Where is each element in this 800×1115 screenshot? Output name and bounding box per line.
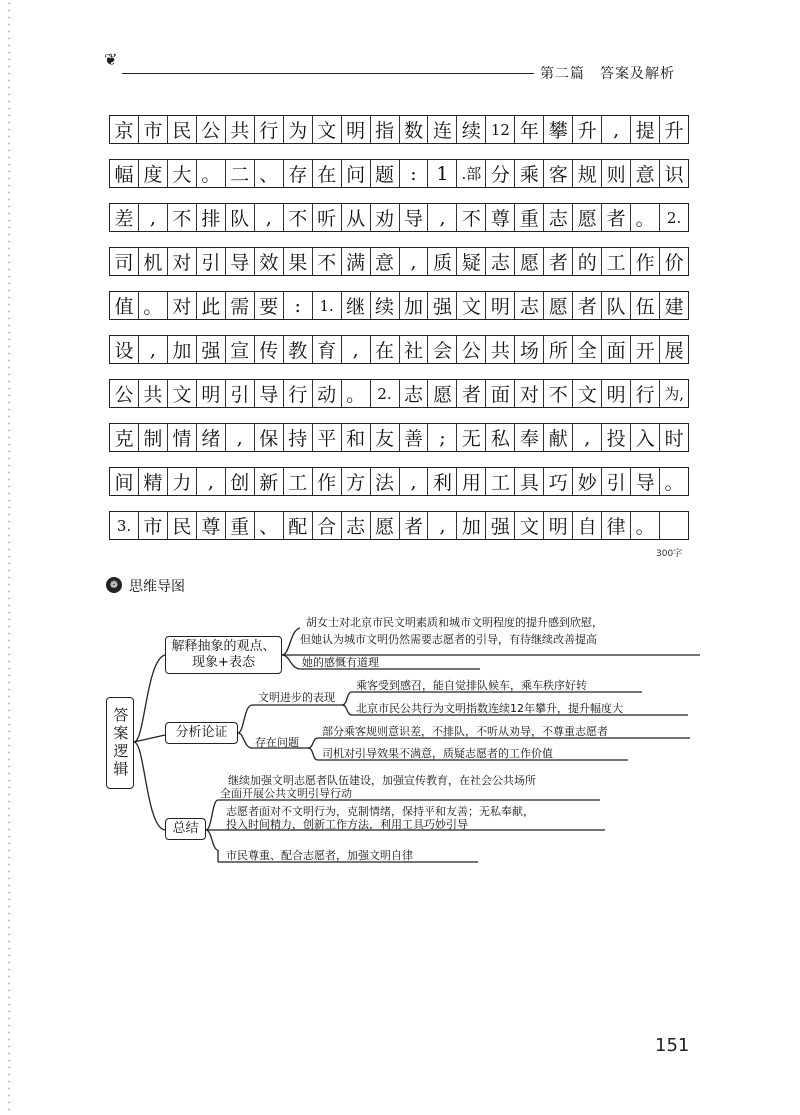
grid-cell: 创 xyxy=(225,468,254,495)
grid-cell: 差 xyxy=(114,208,134,230)
grid-cell: 尊 xyxy=(485,204,514,231)
grid-cell: 、 xyxy=(254,512,283,539)
grid-cell: 12 xyxy=(485,116,514,143)
grid-cell: 社 xyxy=(399,336,428,363)
grid-cell: 文 xyxy=(167,380,196,407)
analysis-sub-problems: 存在问题 xyxy=(255,736,299,749)
grid-cell: 动 xyxy=(312,380,341,407)
grid-cell: 引 xyxy=(601,468,630,495)
grid-cell: 2. xyxy=(370,380,399,407)
grid-cell: 果 xyxy=(283,248,312,275)
grid-cell: 间 xyxy=(114,472,134,494)
grid-cell: 。 xyxy=(630,512,659,539)
grid-cell: 要 xyxy=(254,292,283,319)
grid-cell: 设 xyxy=(114,340,134,362)
grid-cell: 志 xyxy=(543,204,572,231)
grid-cell: 公 xyxy=(114,384,134,406)
grid-cell: 愿 xyxy=(514,248,543,275)
grid-cell: 文 xyxy=(514,512,543,539)
grid-cell: 对 xyxy=(167,248,196,275)
grid-cell: 则 xyxy=(601,160,630,187)
grid-cell: 民 xyxy=(167,512,196,539)
grid-cell: 和 xyxy=(341,424,370,451)
grid-cell: 行 xyxy=(254,116,283,143)
explain-item-3: 她的感慨有道理 xyxy=(302,656,379,669)
grid-cell: 问 xyxy=(341,160,370,187)
progress-item-1: 乘客受到感召，能自觉排队候车，乘车秩序好转 xyxy=(356,679,587,692)
grid-cell: ; xyxy=(427,424,456,451)
grid-cell: 作 xyxy=(312,468,341,495)
grid-cell: 工 xyxy=(601,248,630,275)
grid-cell: 伍 xyxy=(630,292,659,319)
grid-cell: 司 xyxy=(114,252,134,274)
grid-cell: 二 xyxy=(225,160,254,187)
mindmap-title: 思维导图 xyxy=(129,579,185,595)
grid-cell: 市 xyxy=(138,512,167,539)
grid-cell: 。 xyxy=(196,160,225,187)
grid-cell: 利 xyxy=(427,468,456,495)
grid-cell: 不 xyxy=(312,248,341,275)
grid-cell: 度 xyxy=(138,160,167,187)
grid-cell: 1 xyxy=(427,160,456,187)
grid-cell: 平 xyxy=(312,424,341,451)
grid-cell: 民 xyxy=(167,116,196,143)
grid-cell: 者 xyxy=(572,292,601,319)
grid-cell: 疑 xyxy=(456,248,485,275)
grid-cell: 需 xyxy=(225,292,254,319)
grid-cell: 奉 xyxy=(514,424,543,451)
grid-cell: 满 xyxy=(341,248,370,275)
grid-cell: 加 xyxy=(456,512,485,539)
grid-cell: 巧 xyxy=(543,468,572,495)
grid-cell: 对 xyxy=(167,292,196,319)
grid-cell: 不 xyxy=(456,204,485,231)
grid-cell: 愿 xyxy=(427,380,456,407)
grid-cell: 律 xyxy=(601,512,630,539)
grid-cell: 工 xyxy=(283,468,312,495)
grid-cell: 存 xyxy=(283,160,312,187)
grid-cell: , xyxy=(196,468,225,495)
grid-cell: 配 xyxy=(283,512,312,539)
grid-cell: 大 xyxy=(167,160,196,187)
grid-cell: 强 xyxy=(485,512,514,539)
grid-cell: 文 xyxy=(572,380,601,407)
grid-cell: 行 xyxy=(630,380,659,407)
grid-cell: 客 xyxy=(543,160,572,187)
grid-cell: 愿 xyxy=(543,292,572,319)
grid-cell: 场 xyxy=(514,336,543,363)
grid-cell: 、 xyxy=(254,160,283,187)
grid-cell: 导 xyxy=(399,204,428,231)
grid-cell: , xyxy=(225,424,254,451)
branch-explain: 解释抽象的观点、现象+表态 xyxy=(165,636,282,674)
grid-cell: 识 xyxy=(659,160,688,187)
grid-cell: 情 xyxy=(167,424,196,451)
grid-cell: 不 xyxy=(167,204,196,231)
grid-cell: 值 xyxy=(114,296,134,318)
grid-cell: 加 xyxy=(167,336,196,363)
grid-cell: 明 xyxy=(601,380,630,407)
grid-cell: 会 xyxy=(427,336,456,363)
grid-cell: 无 xyxy=(456,424,485,451)
grid-cell: 保 xyxy=(254,424,283,451)
grid-cell: 教 xyxy=(283,336,312,363)
page-number: 151 xyxy=(655,1035,690,1056)
grid-cell: 分 xyxy=(485,160,514,187)
grid-cell: 绪 xyxy=(196,424,225,451)
grid-cell: 共 xyxy=(485,336,514,363)
grid-cell: 共 xyxy=(225,116,254,143)
summary-item-3: 市民尊重、配合志愿者，加强文明自律 xyxy=(226,849,413,862)
grid-cell: 强 xyxy=(196,336,225,363)
grid-cell: 升 xyxy=(572,116,601,143)
grid-cell: 愿 xyxy=(370,512,399,539)
grid-cell: 合 xyxy=(312,512,341,539)
grid-cell: 志 xyxy=(399,380,428,407)
grid-cell: 者 xyxy=(543,248,572,275)
grid-cell: 建 xyxy=(659,292,688,319)
grid-cell: 机 xyxy=(138,248,167,275)
grid-cell: 展 xyxy=(659,336,688,363)
grid-cell: 在 xyxy=(312,160,341,187)
grid-cell: , xyxy=(572,424,601,451)
grid-cell: 克 xyxy=(114,428,134,450)
grid-cell: 意 xyxy=(630,160,659,187)
summary-item-1a: 继续加强文明志愿者队伍建设，加强宣传教育，在社会公共场所 xyxy=(228,774,536,787)
progress-item-2: 北京市民公共行为文明指数连续12年攀升，提升幅度大 xyxy=(356,702,623,715)
leaf-icon: ❦ xyxy=(104,50,118,69)
grid-cell: 题 xyxy=(370,160,399,187)
grid-cell: 为, xyxy=(659,380,688,407)
grid-cell: 工 xyxy=(485,468,514,495)
analysis-sub-progress: 文明进步的表现 xyxy=(258,691,335,704)
grid-cell: 明 xyxy=(196,380,225,407)
grid-cell: 不 xyxy=(283,204,312,231)
grid-cell: 作 xyxy=(630,248,659,275)
grid-cell: 友 xyxy=(370,424,399,451)
grid-cell: 制 xyxy=(138,424,167,451)
grid-cell: 献 xyxy=(543,424,572,451)
grid-cell: 尊 xyxy=(196,512,225,539)
grid-cell: 市 xyxy=(138,116,167,143)
grid-cell: : xyxy=(283,292,312,319)
grid-cell: 提 xyxy=(630,116,659,143)
grid-cell: 。 xyxy=(138,292,167,319)
grid-cell: 志 xyxy=(341,512,370,539)
grid-cell: , xyxy=(601,116,630,143)
grid-cell: 数 xyxy=(399,116,428,143)
explain-item-1: 胡女士对北京市民文明素质和城市文明程度的提升感到欣慰， xyxy=(306,616,603,629)
grid-cell: 意 xyxy=(370,248,399,275)
grid-cell: 所 xyxy=(543,336,572,363)
grid-cell: 愿 xyxy=(572,204,601,231)
grid-cell: 方 xyxy=(341,468,370,495)
grid-cell: 加 xyxy=(399,292,428,319)
grid-cell: 连 xyxy=(427,116,456,143)
grid-cell: 京 xyxy=(114,120,134,142)
grid-cell: 文 xyxy=(312,116,341,143)
grid-cell: 重 xyxy=(225,512,254,539)
grid-cell: 妙 xyxy=(572,468,601,495)
summary-item-2a: 志愿者面对不文明行为，克制情绪，保持平和友善；无私奉献， xyxy=(226,805,534,818)
grid-cell: 升 xyxy=(659,116,688,143)
grid-cell: 导 xyxy=(630,468,659,495)
grid-cell: 用 xyxy=(456,468,485,495)
grid-cell: 育 xyxy=(312,336,341,363)
grid-cell: 引 xyxy=(196,248,225,275)
problem-item-2: 司机对引导效果不满意，质疑志愿者的工作价值 xyxy=(322,747,553,760)
grid-cell: 的 xyxy=(572,248,601,275)
grid-cell: : xyxy=(399,160,428,187)
word-count: 300字 xyxy=(656,549,683,559)
grid-cell: 面 xyxy=(601,336,630,363)
grid-cell: 善 xyxy=(399,424,428,451)
grid-cell: 投 xyxy=(601,424,630,451)
grid-cell: 持 xyxy=(283,424,312,451)
grid-cell: 乘 xyxy=(514,160,543,187)
grid-cell: 为 xyxy=(283,116,312,143)
flower-icon: ❁ xyxy=(106,577,122,593)
grid-cell: 劝 xyxy=(370,204,399,231)
grid-cell: 导 xyxy=(225,248,254,275)
grid-cell: , xyxy=(341,336,370,363)
grid-cell: 从 xyxy=(341,204,370,231)
branch-analysis: 分析论证 xyxy=(165,722,238,744)
grid-cell: 志 xyxy=(485,248,514,275)
grid-cell: 质 xyxy=(427,248,456,275)
grid-cell: 法 xyxy=(370,468,399,495)
grid-cell: , xyxy=(399,468,428,495)
grid-cell: 续 xyxy=(456,116,485,143)
grid-cell: 入 xyxy=(630,424,659,451)
grid-cell: 者 xyxy=(399,512,428,539)
grid-cell: 文 xyxy=(456,292,485,319)
grid-cell: 力 xyxy=(167,468,196,495)
grid-cell: 攀 xyxy=(543,116,572,143)
grid-cell: 志 xyxy=(514,292,543,319)
grid-cell: 听 xyxy=(312,204,341,231)
grid-cell: 重 xyxy=(514,204,543,231)
grid-cell: 对 xyxy=(514,380,543,407)
grid-cell: 价 xyxy=(659,248,688,275)
grid-cell: 明 xyxy=(485,292,514,319)
grid-cell: 3. xyxy=(116,516,132,535)
grid-cell: , xyxy=(138,336,167,363)
grid-cell: , xyxy=(254,204,283,231)
grid-cell: 队 xyxy=(225,204,254,231)
grid-cell: 。 xyxy=(630,204,659,231)
grid-cell: 面 xyxy=(485,380,514,407)
grid-cell: , xyxy=(138,204,167,231)
grid-cell: 1. xyxy=(312,292,341,319)
grid-cell: 指 xyxy=(370,116,399,143)
explain-item-2: 但她认为城市文明仍然需要志愿者的引导，有待继续改善提高 xyxy=(300,633,597,646)
grid-cell: 明 xyxy=(341,116,370,143)
grid-cell: 导 xyxy=(254,380,283,407)
mindmap-root: 答案逻辑 xyxy=(106,697,134,789)
grid-cell: 开 xyxy=(630,336,659,363)
grid-cell: 引 xyxy=(225,380,254,407)
grid-cell: , xyxy=(427,512,456,539)
grid-cell: 年 xyxy=(514,116,543,143)
grid-cell: 公 xyxy=(456,336,485,363)
grid-cell: 。 xyxy=(659,468,688,495)
grid-cell: 公 xyxy=(196,116,225,143)
grid-cell: 者 xyxy=(456,380,485,407)
summary-item-2b: 投入时间精力，创新工作方法，利用工具巧妙引导 xyxy=(226,818,468,831)
grid-cell: 队 xyxy=(601,292,630,319)
grid-cell: , xyxy=(427,204,456,231)
grid-cell: 自 xyxy=(572,512,601,539)
grid-cell: 规 xyxy=(572,160,601,187)
grid-cell: 行 xyxy=(283,380,312,407)
grid-cell: 此 xyxy=(196,292,225,319)
grid-cell: 共 xyxy=(138,380,167,407)
grid-cell: 精 xyxy=(138,468,167,495)
grid-cell: 排 xyxy=(196,204,225,231)
grid-cell: 不 xyxy=(543,380,572,407)
grid-cell: 时 xyxy=(659,424,688,451)
grid-cell: 效 xyxy=(254,248,283,275)
grid-cell: 继 xyxy=(341,292,370,319)
grid-cell: 新 xyxy=(254,468,283,495)
grid-cell: 具 xyxy=(514,468,543,495)
problem-item-1: 部分乘客规则意识差，不排队，不听从劝导，不尊重志愿者 xyxy=(322,725,608,738)
grid-cell: 强 xyxy=(427,292,456,319)
branch-summary: 总结 xyxy=(165,818,206,840)
grid-cell: 幅 xyxy=(114,164,134,186)
grid-cell: 续 xyxy=(370,292,399,319)
grid-cell: 。 xyxy=(341,380,370,407)
grid-cell: 明 xyxy=(543,512,572,539)
grid-cell: 传 xyxy=(254,336,283,363)
grid-cell: 宣 xyxy=(225,336,254,363)
grid-cell: 者 xyxy=(601,204,630,231)
grid-cell: 2. xyxy=(659,204,688,231)
grid-cell: 全 xyxy=(572,336,601,363)
grid-cell: 在 xyxy=(370,336,399,363)
grid-cell: , xyxy=(399,248,428,275)
grid-cell: .部 xyxy=(456,160,485,187)
section-header: 第二篇 答案及解析 xyxy=(540,66,675,82)
grid-cell: 私 xyxy=(485,424,514,451)
summary-item-1b: 全面开展公共文明引导行动 xyxy=(220,787,352,800)
